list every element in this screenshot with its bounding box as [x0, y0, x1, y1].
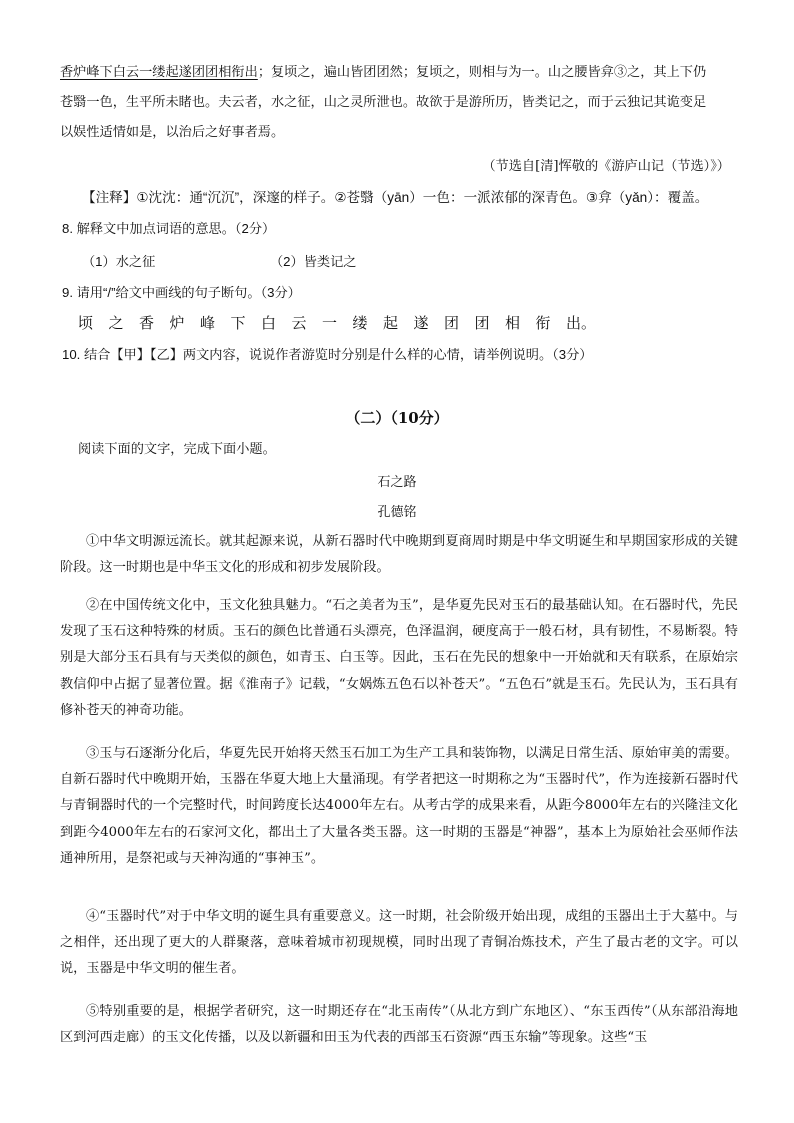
- passage-source: （节选自[清]恽敬的《游庐山记（节选）》）: [482, 159, 730, 174]
- sentence-char: 白: [261, 314, 277, 332]
- paragraph-2: ②在中国传统文化中，玉文化独具魅力。“石之美者为玉”，是华夏先民对玉石的最基础认知。在石器时代，先民发现了玉石这种特殊的材质。玉石的颜色比普通石头漂亮，色泽温润，硬度高于一般石材，具有韧性，不易断裂。特别是大部分玉石具有与天类似的颜色，如青玉、白玉等。因此，玉石在先民的想象中一开始就和天有联系，在原始宗教信仰中占据了显著位置。据《淮南子》记载，“女娲炼五色石以补苍天”。“五色石”就是玉石。先民认为，玉石具有修补苍天的神奇功能。: [60, 598, 738, 718]
- passage-line-1: [60, 64, 706, 82]
- sentence-char: 起: [383, 314, 399, 332]
- sentence-char: 云: [291, 314, 307, 332]
- sentence-char: 下: [230, 314, 246, 332]
- sentence-char: 出。: [566, 314, 597, 332]
- underlined-sentence: 香炉峰下白云一缕起遂团团相衔出: [60, 65, 258, 80]
- sentence-char: 顷: [78, 314, 94, 332]
- section-heading: （二）（10分）: [345, 409, 449, 427]
- sentence-char: 团: [444, 314, 460, 332]
- passage-line-2: 苍翳一色，生平所未睹也。夫云者，水之征，山之灵所泄也。故欲于是游所历，皆类记之，而于云独记其诡变足: [60, 95, 707, 110]
- notes: [82, 189, 708, 207]
- question-10: 10. 结合【甲】【乙】两文内容，说说作者游览时分别是什么样的心情，请举例说明。（3分）: [62, 347, 593, 362]
- sentence-char: 香: [139, 314, 155, 332]
- sentence-char: 炉: [169, 314, 185, 332]
- notes-label: 【注释】: [82, 190, 137, 205]
- question-9-sentence: [78, 312, 596, 333]
- sentence-char: 一: [322, 314, 338, 332]
- sentence-char: 之: [108, 314, 124, 332]
- sentence-char: 峰: [200, 314, 216, 332]
- notes-text: ①沈沈：通“沉沉”，深邃的样子。②苍翳（yān）一色：一派浓郁的深青色。③弇（yǎn）：覆盖。: [136, 190, 709, 205]
- sentence-char: 团: [474, 314, 490, 332]
- question-9: 9. 请用“/”给文中画线的句子断句。（3分）: [62, 285, 301, 300]
- sentence-char: 相: [505, 314, 521, 332]
- paragraph-4: ④“玉器时代”对于中华文明的诞生具有重要意义。这一时期，社会阶级开始出现，成组的玉器出土于大墓中。与之相伴，还出现了更大的人群聚落，意味着城市初现规模，同时出现了青铜冶炼技术，产生了最古老的文字。可以说，玉器是中华文明的催生者。: [60, 909, 738, 977]
- sentence-char: 遂: [413, 314, 429, 332]
- paragraph-3: ③玉与石逐渐分化后，华夏先民开始将天然玉石加工为生产工具和装饰物，以满足日常生活、原始审美的需要。自新石器时代中晚期开始，玉器在华夏大地上大量涌现。有学者把这一时期称之为“玉器时代”，作为连接新石器时代与青铜器时代的一个完整时代，时间跨度长达4000年左右。从考古学的成果来看，从距今8000年左右的兴隆洼文化到距今4000年左右的石家河文化，都出土了大量各类玉器。这一时期的玉器是“神器”，基本上为原始社会巫师作法通神所用，是祭祀或与天神沟通的“事神玉”。: [60, 746, 738, 866]
- paragraph-5: ⑤特别重要的是，根据学者研究，这一时期还存在“北玉南传”（从北方到广东地区）、“东玉西传”（从东部沿海地区到河西走廊）的玉文化传播，以及以新疆和田玉为代表的西部玉石资源“西玉东输”等现象。这些“玉: [60, 1004, 738, 1046]
- question-8-item-2: （2）皆类记之: [270, 254, 357, 269]
- question-8-item-1: （1）水之征: [82, 254, 156, 269]
- article-title: 石之路: [377, 475, 417, 490]
- sentence-char: 衔: [535, 314, 551, 332]
- sentence-char: 缕: [352, 314, 368, 332]
- passage-line-3: 以娱性适情如是，以治后之好事者焉。: [60, 125, 285, 140]
- question-8: 8. 解释文中加点词语的意思。（2分）: [62, 221, 276, 236]
- section-instruction: 阅读下面的文字，完成下面小题。: [78, 441, 276, 456]
- article-author: 孔德铭: [377, 505, 417, 520]
- passage-line-1-rest: ；复顷之，遍山皆团团然；复顷之，则相与为一。山之腰皆弇③之，其上下仍: [257, 65, 707, 80]
- paragraph-1: ①中华文明源远流长。就其起源来说，从新石器时代中晚期到夏商周时期是中华文明诞生和早期国家形成的关键阶段。这一时期也是中华玉文化的形成和初步发展阶段。: [60, 534, 738, 576]
